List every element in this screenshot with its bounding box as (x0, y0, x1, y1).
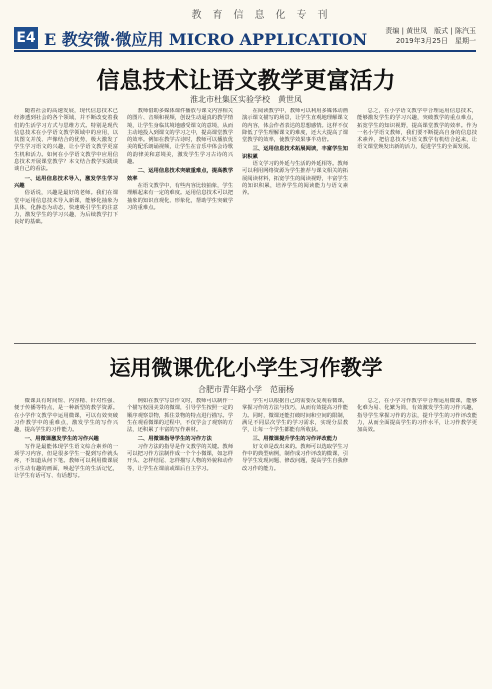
issue-info (385, 26, 476, 46)
paragraph: 在阅读教学中，教师可以利用多媒体动画演示课文描写的场景，让学生直观地理解课文的内容，体会作者表达的思想感情。这样不仅降低了学生理解课文的难度，还大大提高了课堂教学的效率，使教学效果事半功倍。 (242, 108, 348, 144)
paragraph: 教师借助多媒体课件播放与课文内容相关的图片、音频和视频，创设生动逼真的教学情境，让学生身临其境地感受课文的意境，从而主动地投入到课文的学习之中，提高课堂教学的效率。例如在教学古诗时，教师可以播放优美的配乐朗诵视频，让学生在音乐中体会诗歌的韵律美和意境美，激发学生学习古诗的兴趣。 (127, 108, 233, 166)
article-2-column-4 (357, 398, 477, 682)
supplement-banner: 教育信息化专刊 (191, 10, 339, 21)
article-2-byline: 合肥市青年路小学 范丽杨 (198, 385, 294, 394)
article-divider (14, 343, 476, 344)
paragraph: 语文学习的外延与生活的外延相等。教师可以利用网络资源为学生推荐与课文相关的拓展阅读材料，拓宽学生的阅读视野，丰富学生的知识积累，培养学生的阅读能力与语文素养。 (242, 161, 348, 197)
paragraph: 在语文教学中，有些内容比较抽象，学生理解起来有一定的难度。运用信息技术可以把抽象的知识直观化、形象化，帮助学生突破学习的重难点。 (127, 182, 233, 211)
paragraph: 总之，在小学习作教学中合理运用微课，能够化难为易、化繁为简，有效激发学生的习作兴趣，指导学生掌握习作的方法，提升学生的习作评改能力，从而全面提高学生的习作水平，让习作教学更加高效。 (357, 398, 477, 434)
subheading: 三、用微课提升学生的习作评改能力 (252, 436, 338, 443)
paragraph: 学生可以根据自己的需要反复观看微课，掌握习作的方法与技巧，从而有效提高习作能力。同时，微课还能打破时间和空间的限制，满足不同层次学生的学习需求，实现分层教学，让每一个学生都能有所收获。 (242, 398, 348, 434)
article-1-column-3 (242, 108, 348, 340)
subheading: 三、运用信息技术拓展阅读，丰富学生知识积累 (242, 146, 348, 160)
paragraph: 随着社会的高速发展，现代信息技术已经渗透到社会的各个领域，并不断改变着我们的生活学习方式与思维方式。特别是现代信息技术在小学语文教学领域中的应用，以其图文并茂、声像结合的优势，极大激发了学生学习语文的兴趣，让小学语文教学更富生机和活力。如何在小学语文教学中应用信息技术开展课堂教学？本文结合教学实践谈谈自己的看法。 (14, 108, 118, 173)
article-2-title: 运用微课优化小学生习作教学 (109, 355, 383, 380)
article-1-byline: 淮北市杜集区实验学校 黄世凤 (190, 95, 302, 104)
paragraph: 写作是最能体现学生语文综合素养的一项学习内容，但是很多学生一提到写作就头疼，不知道从何下笔。教师可以利用微课展示生动有趣的画面，唤起学生的生活记忆，让学生有话可写、有话想写。 (14, 443, 118, 479)
article-2-column-1 (14, 398, 118, 682)
article-1-title: 信息技术让语文教学更富活力 (96, 67, 396, 94)
section-title: E 教安微·微应用 MICRO APPLICATION (44, 30, 368, 49)
subheading: 一、运用信息技术导入，激发学生学习兴趣 (14, 175, 118, 189)
subheading: 二、用微课指导学生的习作方法 (137, 436, 212, 443)
article-2-column-3 (242, 398, 348, 682)
paragraph: 微课具有时间短、内容精、针对性强、便于传播等特点，是一种新型的教学资源。在小学作文教学中运用微课，可以有效突破习作教学中的重难点，激发学生的写作兴趣，提高学生的习作能力。 (14, 398, 118, 434)
article-1-column-1 (14, 108, 118, 340)
paragraph: 俗话说，兴趣是最好的老师。我们在课堂中运用信息技术导入新课，能够化抽象为具体，化静态为动态，快速吸引学生的注意力，激发学生的学习兴趣，为后续教学打下良好的基础。 (14, 190, 118, 226)
subheading: 一、用微课激发学生的习作兴趣 (24, 436, 99, 443)
article-2-column-2 (127, 398, 233, 682)
editor-line: 责编 | 黄世凤 版式 | 陈汽玉 (385, 27, 476, 35)
subheading: 二、运用信息技术突破重难点，提高教学效率 (127, 168, 233, 182)
paragraph: 例如在教学写景作文时，教师可以制作一个描写校园美景的微课，引导学生按照一定的顺序观察景物，抓住景物的特点进行描写。学生在观看微课的过程中，不仅学会了观察的方法，还积累了丰富的写作素材。 (127, 398, 233, 434)
paragraph: 总之，在小学语文教学中合理运用信息技术，能够激发学生的学习兴趣，突破教学的重点难点，拓宽学生的知识视野，提高课堂教学的效率。作为一名小学语文教师，我们要不断提高自身的信息技术素养，把信息技术与语文教学有机结合起来，让语文课堂焕发出新的活力，促进学生的全面发展。 (357, 108, 477, 151)
article-1-column-2 (127, 108, 233, 340)
paragraph: 习作方法的指导是作文教学的关键。教师可以把习作方法制作成一个个小微课，如怎样开头、怎样结尾、怎样描写人物的外貌和动作等，让学生在课前或课后自主学习。 (127, 443, 233, 472)
paragraph: 好文章是改出来的。教师可以选取学生习作中的典型病例，制作成习作评改的微课，引导学生发现问题、修改问题，提高学生自我修改习作的能力。 (242, 443, 348, 472)
article-1-column-4 (357, 108, 477, 340)
page-number-badge: E4 (14, 27, 38, 49)
header-rule (14, 50, 476, 52)
date-line: 2019年3月25日 星期一 (395, 37, 476, 45)
